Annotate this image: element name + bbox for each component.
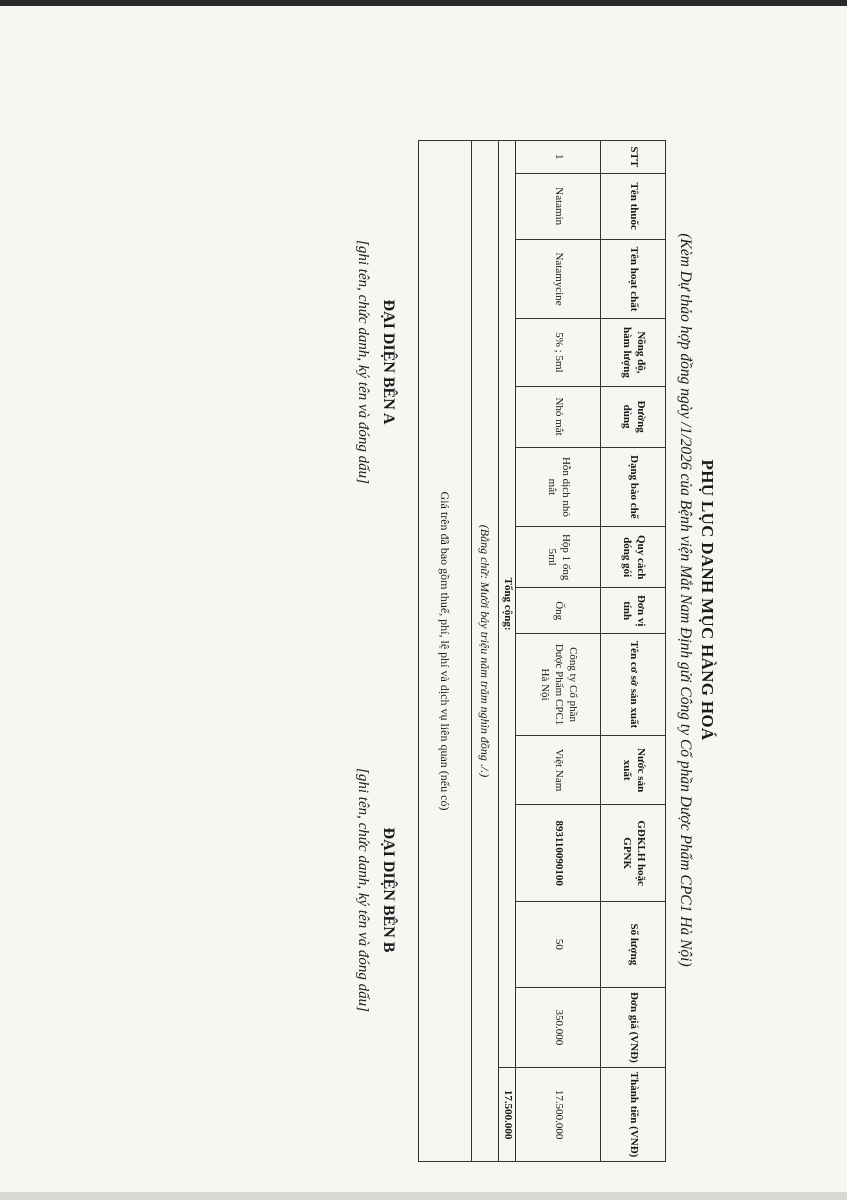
party-b-note: [ghi tên, chức danh, ký tên và đóng dấu] [355,768,371,1012]
header-stt: STT [601,141,666,174]
total-value: 17.500.000 [499,1068,516,1162]
party-b-title: ĐẠI DIỆN BÊN B [380,827,397,953]
cell-drug-name: Natamin [516,173,601,239]
header-country: Nước sản xuất [601,735,666,804]
header-quantity: Số lượng [601,902,666,988]
cell-quantity: 50 [516,902,601,988]
signature-party-a [354,162,397,562]
goods-table [418,140,666,1162]
cell-unit: Ống [516,588,601,634]
header-unit-price: Đơn giá (VNĐ) [601,987,666,1067]
document-title: PHỤ LỤC DANH MỤC HÀNG HOÁ [698,459,717,741]
cell-registration: 893110090100 [516,805,601,902]
party-a-title: ĐẠI DIỆN BÊN A [380,299,397,425]
total-row [499,141,516,1162]
header-manufacturer: Tên cơ sở sản xuất [601,634,666,736]
header-drug-name: Tên thuốc [601,173,666,239]
table-row [516,141,601,1162]
cell-concentration: 5% ; 5ml [516,319,601,386]
header-route: Đường dùng [601,386,666,447]
header-packaging: Quy cách đóng gói [601,527,666,588]
cell-amount: 17.500.000 [516,1068,601,1162]
header-dosage-form: Dạng bào chế [601,447,666,526]
amount-in-words-row [472,141,499,1162]
tax-note-row [419,141,472,1162]
header-unit: Đơn vị tính [601,588,666,634]
header-active-ingredient: Tên hoạt chất [601,239,666,318]
tax-note: Giá trên đã bao gồm thuế, phí, lệ phí và dịch vụ liên quan (nếu có) [419,141,472,1162]
cell-packaging: Hộp 1 ống 5ml [516,527,601,588]
cell-country: Việt Nam [516,735,601,804]
header-registration: GĐKLH hoặc GPNK [601,805,666,902]
signature-party-b [354,690,397,1090]
cell-dosage-form: Hỗn dịch nhỏ mắt [516,447,601,526]
amount-in-words: (Bằng chữ: Mười bảy triệu năm trăm nghìn đồng ./.) [472,141,499,1162]
cell-manufacturer: Công ty Cổ phần Dược Phẩm CPC1 Hà Nội [516,634,601,736]
cell-stt: 1 [516,141,601,174]
cell-active-ingredient: Natamycine [516,239,601,318]
party-a-note: [ghi tên, chức danh, ký tên và đóng dấu] [355,240,371,484]
table-header-row [601,141,666,1162]
document-subtitle: (Kèm Dự thảo hợp đồng ngày /1/2026 của Bệnh viện Mắt Nam Định gửi Công ty Cổ phần Dược Phẩm CPC1 Hà Nội) [677,233,694,967]
cell-route: Nhỏ mắt [516,386,601,447]
cell-unit-price: 350.000 [516,987,601,1067]
total-label: Tổng cộng: [499,141,516,1068]
header-amount: Thành tiền (VNĐ) [601,1068,666,1162]
header-concentration: Nồng độ, hàm lượng [601,319,666,386]
